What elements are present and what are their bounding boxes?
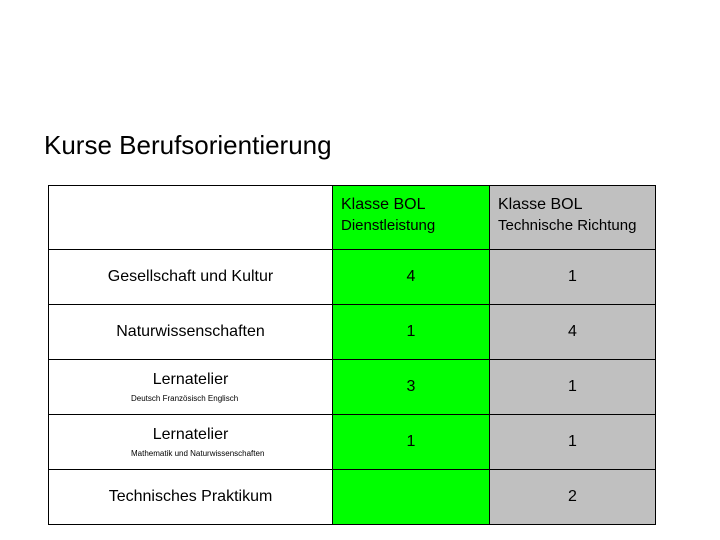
table-row [49, 305, 656, 360]
value-cell: 1 [490, 250, 656, 305]
value-cell: 1 [333, 305, 490, 360]
header-subtitle: Dienstleistung [341, 217, 436, 234]
table-row [49, 470, 656, 525]
value-cell: 1 [490, 360, 656, 415]
row-sublabel: Deutsch Französisch Englisch [131, 394, 239, 403]
row-label: Naturwissenschaften [116, 323, 265, 340]
table-row [49, 250, 656, 305]
value-cell: 4 [490, 305, 656, 360]
row-label-cell [49, 470, 333, 525]
header-cell-technische-richtung [490, 186, 656, 250]
row-sublabel: Mathematik und Naturwissenschaften [131, 449, 265, 458]
table-header-row [49, 186, 656, 250]
value-cell: 1 [333, 415, 490, 470]
row-label-cell [49, 305, 333, 360]
header-cell-dienstleistung [333, 186, 490, 250]
value-cell: 3 [333, 360, 490, 415]
header-subtitle: Technische Richtung [498, 217, 637, 234]
value-cell: 2 [490, 470, 656, 525]
row-label-cell [49, 360, 333, 415]
value-cell: 4 [333, 250, 490, 305]
row-label: Lernatelier [152, 426, 229, 443]
row-label: Technisches Praktikum [108, 488, 273, 505]
header-title: Klasse BOL [341, 196, 426, 213]
row-label: Lernatelier [152, 371, 229, 388]
row-label-cell [49, 415, 333, 470]
page-title: Kurse Berufsorientierung [44, 130, 332, 160]
header-empty-cell [49, 186, 333, 250]
table-row [49, 415, 656, 470]
value-cell [333, 470, 490, 525]
row-label-cell [49, 250, 333, 305]
header-title: Klasse BOL [498, 196, 583, 213]
courses-table [48, 185, 656, 525]
row-label: Gesellschaft und Kultur [107, 268, 274, 285]
value-cell: 1 [490, 415, 656, 470]
table-row [49, 360, 656, 415]
